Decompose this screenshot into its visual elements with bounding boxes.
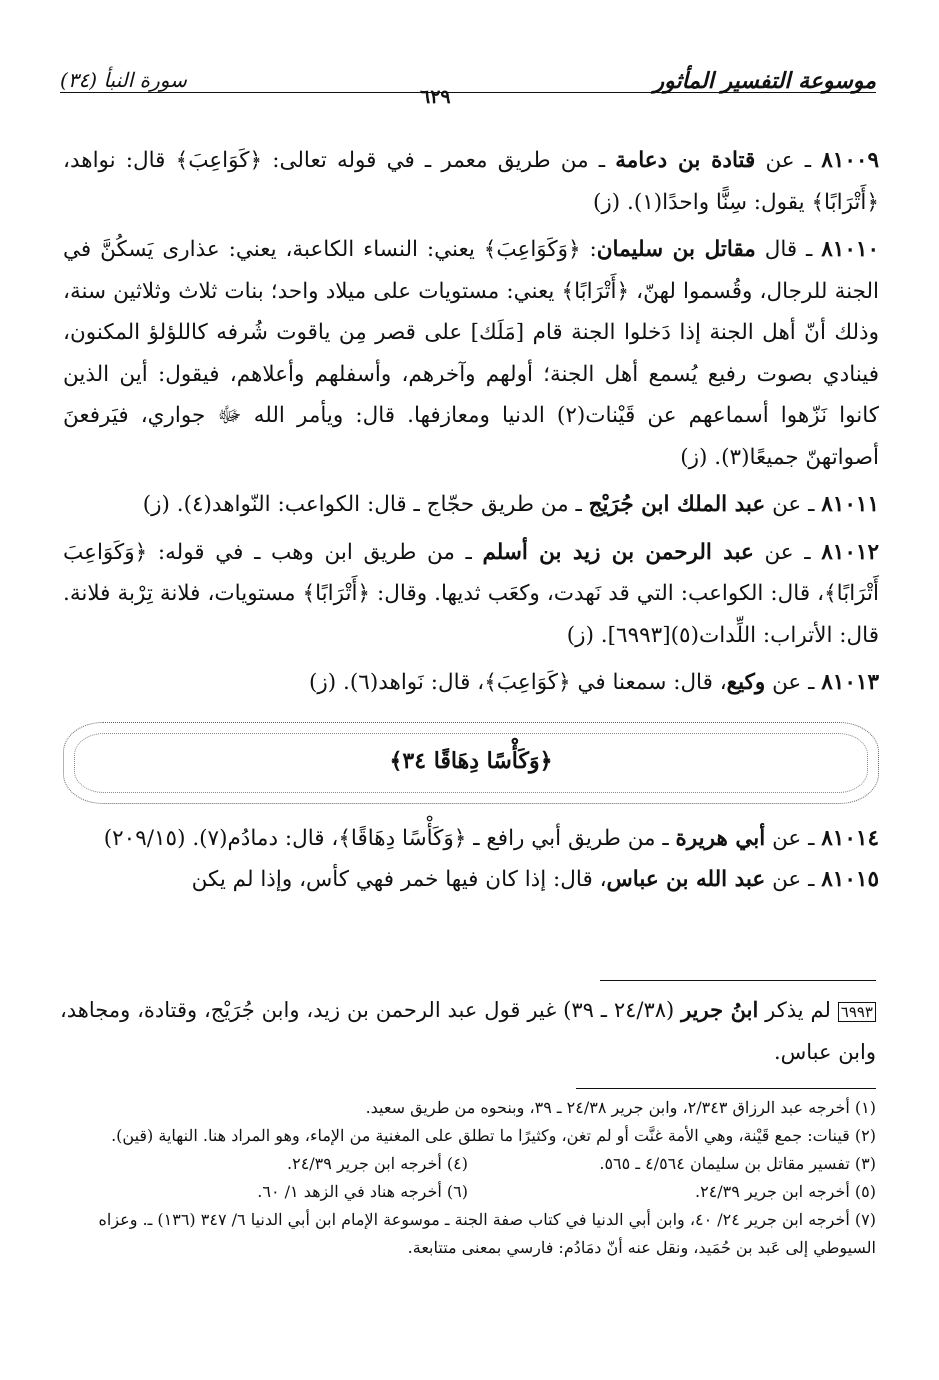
separator-rule [600,980,876,981]
footnote: (٦) أخرجه هناد في الزهد ١/ ٦٠. [257,1182,468,1201]
main-text [63,140,879,901]
text: ـ من طريق حجّاج ـ قال: الكواعب: النّواهد(٤). (ز) [142,492,589,517]
footnote-row [60,1150,876,1178]
text: ـ عن [765,492,815,517]
report-number: ٨١٠١٠ [821,237,879,262]
text: ـ عن [765,825,815,851]
verse-banner [63,722,879,804]
text: ـ من طريق معمر ـ في قوله تعالى: ﴿كَوَاعِبَ﴾ قال: نواهد، ﴿أَتْرَابًا﴾ يقول: سِنًّا واحدًا(١). (ز) [63,148,879,215]
paragraph [63,859,879,901]
footnote: (٤) أخرجه ابن جرير ٢٤/٣٩. [287,1154,468,1173]
text: ـ عن [765,867,815,892]
page-number: ٦٢٩ [420,86,451,108]
page-header [60,64,876,108]
surah-label: سورة النبأ (٣٤) [60,68,187,92]
paragraph [63,484,879,526]
report-number: ٨١٠١٣ [821,670,879,695]
text: ـ من طريق ابن وهب ـ في قوله: ﴿وَكَوَاعِبَ أَتْرَابًا﴾، قال: الكواعب: التي قد نَهدت، وكعَب ثديها. وقال: ﴿أَتْرَابًا﴾ مستويات، فلانة تِرْبة فلانة. قال: الأتراب: اللِّدات(٥)[٦٩٩٣]. (ز) [63,539,879,648]
text: ـ عن [765,670,815,695]
narrator-name: قتادة بن دعامة [615,148,756,173]
paragraph [63,229,879,478]
text: ـ عن [753,539,811,565]
narrator-name: عبد الله بن عباس [606,867,766,892]
footnote-row [60,1178,876,1206]
narrator-name: عبد الملك ابن جُرَيْج [588,492,766,517]
narrator-name: وكيع [726,670,766,695]
text: ـ عن [755,148,812,173]
verse-text: ﴿وَكَأْسًا دِهَاقًا ٣٤﴾ [389,747,553,774]
paragraph [63,532,879,657]
report-number: ٨١٠١٤ [821,825,879,851]
text: ، قال: إذا كان فيها خمر فهي كأس، وإذا لم يكن [191,867,607,892]
report-number: ٨١٠١٥ [821,867,879,892]
narrator-name: مقاتل بن سليمان [596,237,756,262]
text: : ﴿وَكَوَاعِبَ﴾ يعني: النساء الكاعبة، يعني: عذارى يَسكُنَّ في الجنة للرجال، وقُسموا لهنّ، ﴿أَتْرَابًا﴾ يعني: مستويات على ميلاد واحد؛ بنات ثلاث وثلاثين سنة، وذلك أنّ أهل الجنة إذا دَخلوا الجنة قام [مَلَك] على قصر مِن ياقوت شُرفه كاللؤلؤ المكنون، فينادي بصوت رفيع يُسمع أهل الجنة؛ أولهم وآخرهم، وأسفلهم وأعلاهم، فيقول: أين الذين كانوا نَزّهوا أسماعهم عن قَيْنات(٢) الدنيا ومعازفها. قال: ويأمر الله ﷻ جواري، فيَرفعنَ أصواتهنّ جميعًا(٣). (ز) [63,237,879,470]
text: ـ من طريق أبي رافع ـ ﴿وَكَأْسًا دِهَاقًا﴾، قال: دمادُم(٧). (٢٠٩/١٥) [103,825,676,851]
book-title: موسوعة التفسير المأثور [653,68,876,94]
paragraph [63,140,879,223]
narrator-name: أبي هريرة [675,825,766,851]
footnote: (٢) قينات: جمع قَيْنة، وهي الأمة غنَّت أو لم تغن، وكثيرًا ما تطلق على المغنية من الإماء، وهو المراد هنا. النهاية (قين). [111,1126,876,1145]
report-number: ٨١٠١١ [821,492,879,517]
header-rule [60,92,876,93]
footnote: (٥) أخرجه ابن جرير ٢٤/٣٩. [695,1182,876,1201]
paragraph [63,818,879,860]
footnote: (٣) تفسير مقاتل بن سليمان ٤/٥٦٤ ـ ٥٦٥. [599,1154,876,1173]
text: ، قال: سمعنا في ﴿كَوَاعِبَ﴾، قال: نَواهد(٦). (ز) [309,670,727,695]
footnote: (٧) أخرجه ابن جرير ٢٤/ ٤٠، وابن أبي الدنيا في كتاب صفة الجنة ـ موسوعة الإمام ابن أبي الدنيا ٦/ ٣٤٧ (١٣٦) ـ. وعزاه السيوطي إلى عَبد بن حُمَيد، ونقل عنه أنّ دمَادُم: فارسي بمعنى متتابعة. [98,1210,876,1257]
text: ـ قال [755,237,813,262]
report-number: ٨١٠١٢ [821,539,879,565]
footnotes [60,1094,876,1262]
report-number: ٨١٠٠٩ [821,148,879,173]
note-number-box: ٦٩٩٣ [838,1002,876,1022]
narrator-name: عبد الرحمن بن زيد بن أسلم [482,539,754,565]
text: لم يذكر [758,998,838,1022]
paragraph [63,662,879,704]
footnote: (١) أخرجه عبد الرزاق ٢/٣٤٣، وابن جرير ٢٤/٣٨ ـ ٣٩، وبنحوه من طريق سعيد. [365,1098,876,1117]
editor-note [60,990,876,1072]
narrator-name: ابنُ جرير [681,997,759,1022]
text: (٢٤/٣٨ ـ ٣٩) غير قول عبد الرحمن بن زيد، وابن جُرَيْج، وقتادة، ومجاهد، وابن عباس. [60,998,876,1064]
footnote-rule [576,1088,876,1089]
